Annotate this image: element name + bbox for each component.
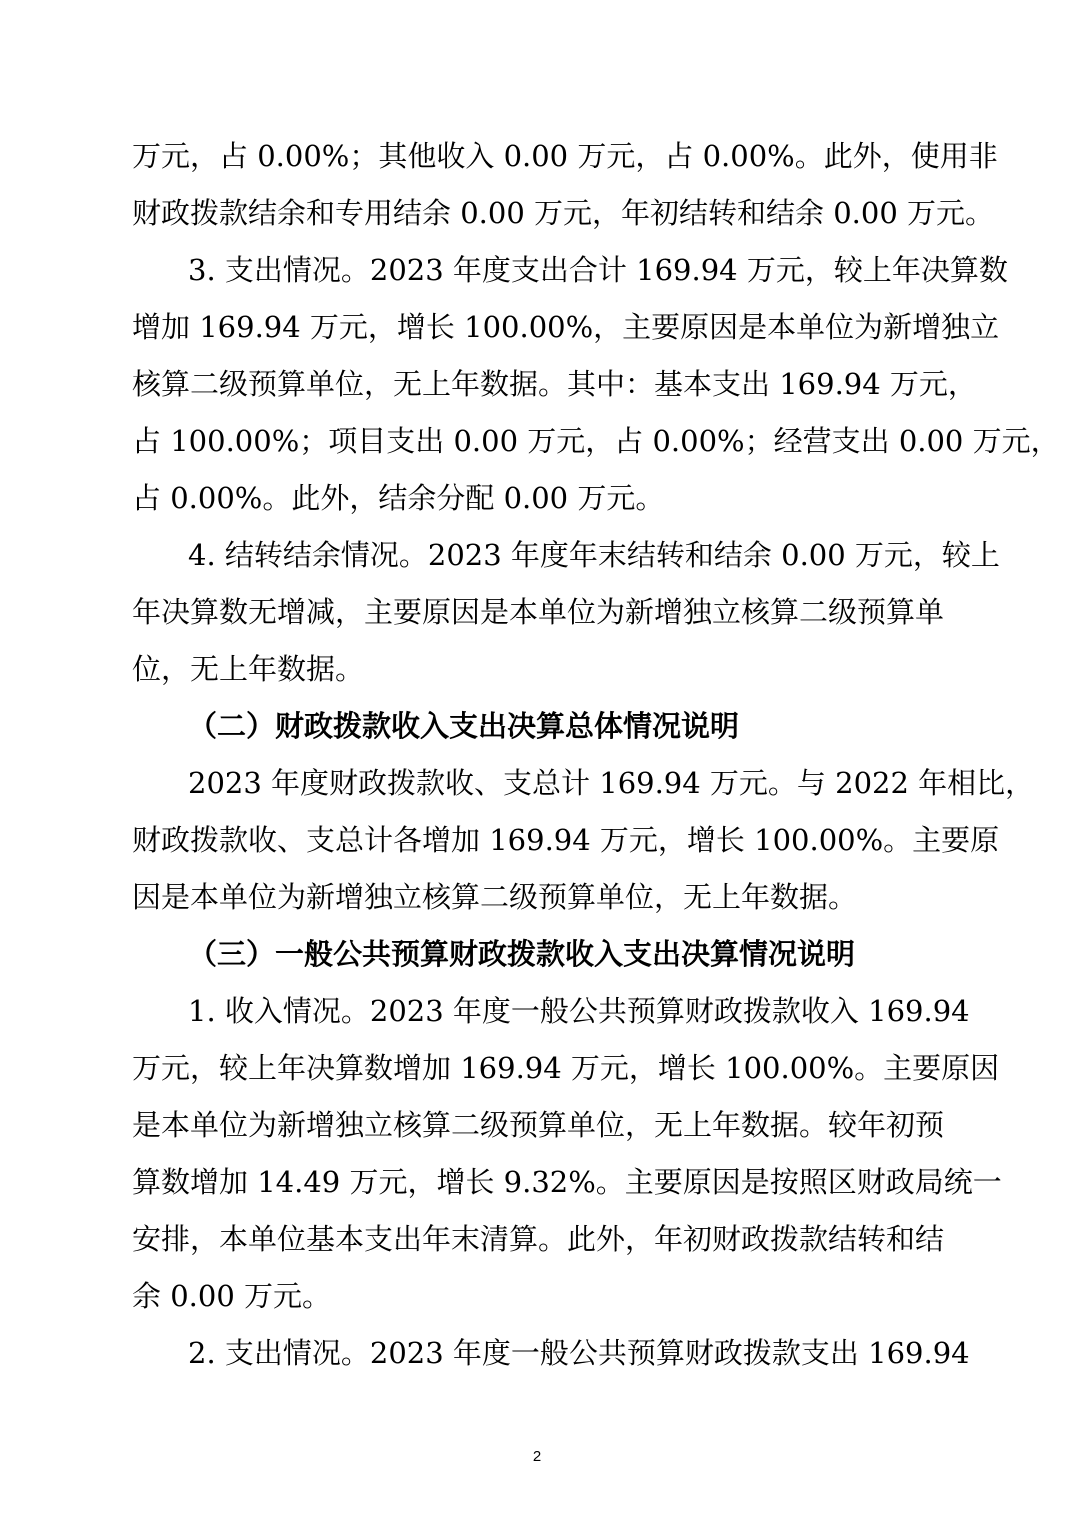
paragraph-line: 位，无上年数据。 <box>132 652 365 686</box>
paragraph-line: 2023 年度财政拨款收、支总计 169.94 万元。与 2022 年相比， <box>188 766 1035 800</box>
paragraph-line: 安排，本单位基本支出年末清算。此外，年初财政拨款结转和结 <box>132 1222 945 1256</box>
paragraph-line: 余 0.00 万元。 <box>132 1279 332 1313</box>
section-heading: （二）财政拨款收入支出决算总体情况说明 <box>188 709 740 743</box>
paragraph-line: 1. 收入情况。2023 年度一般公共预算财政拨款收入 169.94 <box>188 994 970 1028</box>
page-number: 2 <box>532 1448 542 1465</box>
paragraph-line: 财政拨款结余和专用结余 0.00 万元，年初结转和结余 0.00 万元。 <box>132 196 995 230</box>
paragraph-line: 占 100.00%；项目支出 0.00 万元，占 0.00%；经营支出 0.00 万元， <box>132 424 1060 458</box>
paragraph-line: 占 0.00%。此外，结余分配 0.00 万元。 <box>132 481 665 515</box>
section-heading: （三）一般公共预算财政拨款收入支出决算情况说明 <box>188 937 856 971</box>
paragraph-line: 核算二级预算单位，无上年数据。其中：基本支出 169.94 万元， <box>132 367 977 401</box>
paragraph-line: 是本单位为新增独立核算二级预算单位，无上年数据。较年初预 <box>132 1108 945 1142</box>
paragraph-line: 财政拨款收、支总计各增加 169.94 万元，增长 100.00%。主要原 <box>132 823 1000 857</box>
paragraph-line: 年决算数无增减，主要原因是本单位为新增独立核算二级预算单 <box>132 595 945 629</box>
paragraph-line: 算数增加 14.49 万元，增长 9.32%。主要原因是按照区财政局统一 <box>132 1165 1002 1199</box>
paragraph-line: 万元，占 0.00%；其他收入 0.00 万元，占 0.00%。此外，使用非 <box>132 139 998 173</box>
paragraph-line: 2. 支出情况。2023 年度一般公共预算财政拨款支出 169.94 <box>188 1336 970 1370</box>
paragraph-line: 增加 169.94 万元，增长 100.00%，主要原因是本单位为新增独立 <box>132 310 1000 344</box>
paragraph-line: 4. 结转结余情况。2023 年度年末结转和结余 0.00 万元，较上 <box>188 538 1000 572</box>
paragraph-line: 万元，较上年决算数增加 169.94 万元，增长 100.00%。主要原因 <box>132 1051 1000 1085</box>
paragraph-line: 因是本单位为新增独立核算二级预算单位，无上年数据。 <box>132 880 858 914</box>
paragraph-line: 3. 支出情况。2023 年度支出合计 169.94 万元，较上年决算数 <box>188 253 1008 287</box>
